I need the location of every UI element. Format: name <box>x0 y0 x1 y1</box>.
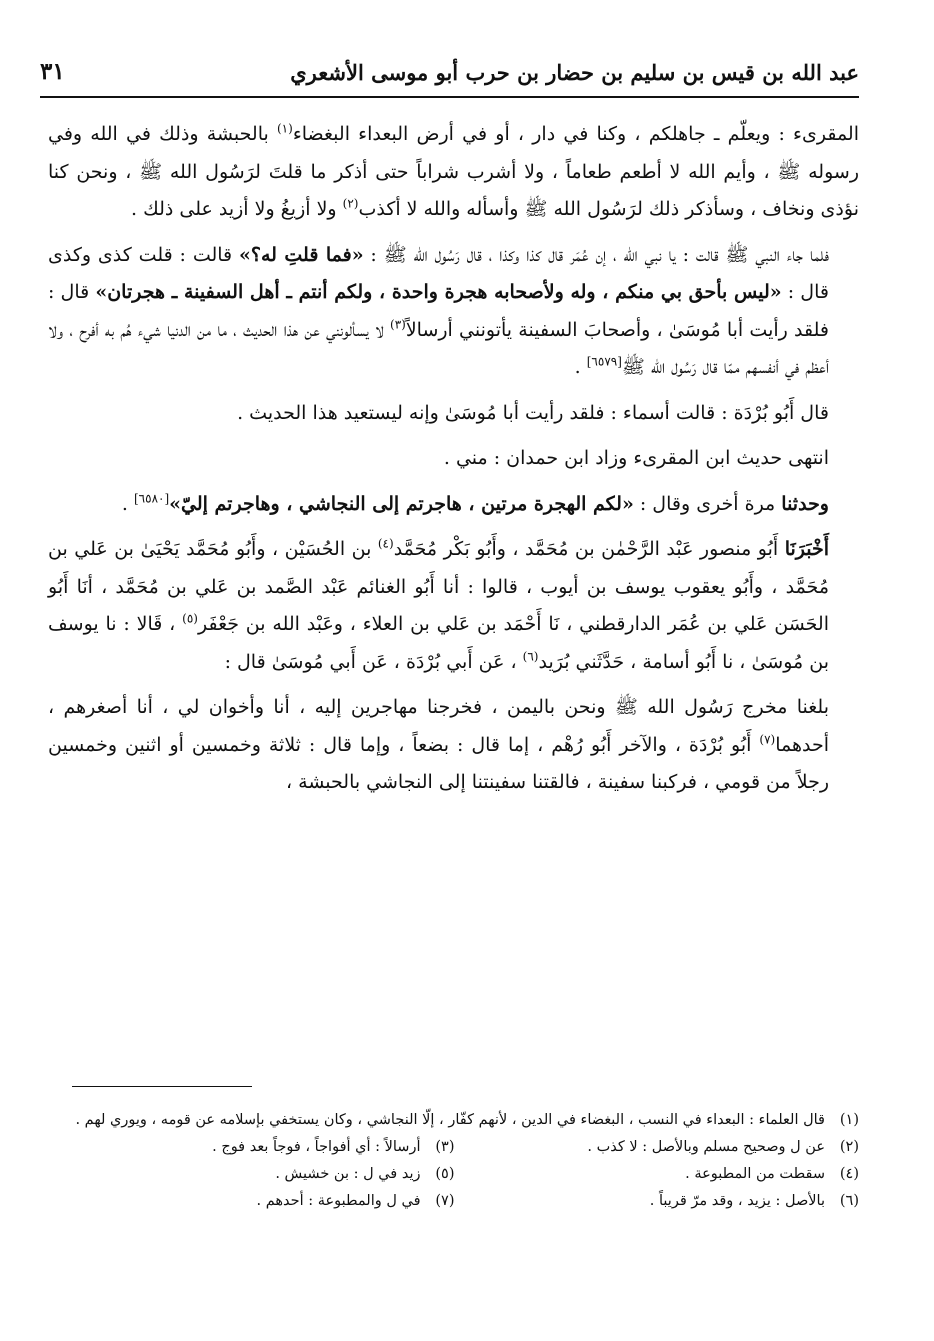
footnote-4 <box>455 1161 860 1188</box>
footnote-3 <box>50 1134 455 1161</box>
quote-bold: «فما قلتِ له؟» <box>239 243 364 266</box>
text-run: ، عَن أَبي بُرْدَة ، عَن أَبي مُوسَىٰ قال : <box>224 650 523 673</box>
footnote-marker: (١) <box>276 121 293 136</box>
text-run: قال : فلقد رأيت أبا مُوسَىٰ ، وأصحابَ السفينة يأتونني أرسالاً <box>48 281 829 341</box>
text-run: بلغنا مخرج رَسُول الله ﷺ ونحن باليمن ، فخرجنا مهاجرين إليه ، أنا وأخوان لي ، أنا أصغرهم ، أحدهما <box>48 696 829 756</box>
text-run: . <box>574 356 587 378</box>
footnote-5 <box>50 1161 455 1188</box>
footnote-rule <box>72 1086 252 1087</box>
footnote-marker: (٣) <box>390 317 406 332</box>
footnote-7 <box>50 1188 455 1215</box>
text-run: قالت : قلت كذى وكذى قال : <box>48 243 829 303</box>
main-text <box>48 116 859 810</box>
footnote-marker: (٤) <box>377 536 394 551</box>
quote-bold: «لكم الهجرة مرتين ، هاجرتم إلى النجاشي ، وهاجرتم إليّ» <box>169 492 634 515</box>
footnote-text: سقطت من المطبوعة . <box>685 1166 825 1182</box>
footnote-marker: (٦) <box>522 649 539 664</box>
lead-word: وحدثنا <box>781 492 829 515</box>
text-run: لا يسألونني عن هذا الحديث ، ما من الدنيا شيء هُم به أفرح ، ولا أعظم في أنفسهم ممّا قال رَسُول الله ﷺ <box>48 318 829 378</box>
footnote-number: (٤) <box>839 1166 859 1182</box>
header-rule <box>40 96 859 98</box>
footnote-number: (٧) <box>435 1193 455 1209</box>
footnote-row <box>50 1134 859 1161</box>
footnote-text: زيد في ل : بن خشيش . <box>275 1166 421 1182</box>
footnote-text: أرسالاً : أي أفواجاً ، فوجاً بعد فوج . <box>212 1139 421 1155</box>
running-header <box>40 56 859 96</box>
text-run: المقرىء : ويعلّم ـ جاهلكم ، وكنا في دار ، أو في أرض البعداء البغضاء <box>292 123 859 145</box>
hadith-number: [٦٥٧٩] <box>586 354 622 369</box>
footnote-row <box>50 1107 859 1134</box>
text-run: أَبُو بُرْدَة ، والآخر أَبُو رُهْم ، إما قال : بضعاً ، وإما قال : ثلاثة وخمسين أو اثنين وخمسين رجلاً من قومي ، فركبنا سفينة ، فالقتنا سفينتنا إلى النجاشي بالحبشة ، <box>48 733 829 793</box>
text-run: . <box>121 492 134 515</box>
footnote-row <box>50 1188 859 1215</box>
text-run: أَبُو منصور عَبْد الرَّحْمٰن بن مُحَمَّد ، وأَبُو بَكْر مُحَمَّد <box>393 538 785 560</box>
quote-bold: «ليس بأحق بي منكم ، وله ولأصحابه هجرة واحدة ، ولكم أنتم ـ أهل السفينة ـ هجرتان» <box>95 281 782 303</box>
footnote-marker: (٢) <box>342 196 359 211</box>
paragraph-3: قال أَبُو بُرْدَة : قالت أسماء : فلقد رأيت أبا مُوسَىٰ وإنه ليستعيد هذا الحديث . <box>237 401 829 424</box>
page-number: ٣١ <box>40 58 65 85</box>
footnote-1 <box>50 1107 859 1134</box>
footnote-number: (٥) <box>435 1166 455 1182</box>
footnote-number: (٢) <box>839 1139 859 1155</box>
text-run: ولا أزيغُ ولا أزيد على ذلك . <box>130 198 343 220</box>
footnote-number: (١) <box>839 1112 859 1128</box>
paragraph-5 <box>48 486 859 524</box>
footnote-text: عن ل وصحيح مسلم وبالأصل : لا كذب . <box>587 1139 825 1155</box>
lead-word: أَخْبَرَنَا <box>784 538 830 560</box>
footnote-text: في ل والمطبوعة : أحدهم . <box>256 1193 421 1209</box>
footnote-row <box>50 1161 859 1188</box>
footnote-text: قال العلماء : البعداء في النسب ، البغضاء في الدين ، لأنهم كفّار ، إلّا النجاشي ، وكان يستخفي بإسلامه عن قومه ، ويوري لهم . <box>75 1112 825 1128</box>
paragraph-1 <box>48 116 859 229</box>
footnote-marker: (٥) <box>182 611 198 626</box>
footnote-marker: (٧) <box>759 732 776 747</box>
footnote-number: (٦) <box>839 1193 859 1209</box>
paragraph-7 <box>48 689 859 802</box>
footnotes <box>50 1107 859 1215</box>
footnote-text: بالأصل : يزيد ، وقد مرّ قريباً . <box>649 1193 825 1209</box>
paragraph-2 <box>48 237 859 387</box>
hadith-number: [٦٥٨٠] <box>133 491 170 506</box>
text-run: بن الحُسَيْن ، وأَبُو مُحَمَّد يَحْيَىٰ بن عَلي بن مُحَمَّد ، وأَبُو يعقوب يوسف بن أيوب ، قالوا : أنا أَبُو الغنائم عَبْد الصَّمد بن عَلي بن مُحَمَّد ، أنَا أَبُو الحَسَن عَلي بن عُمَر الدارقطني ، نَا أَحْمَد بن عَلي بن العلاء ، وعَبْد الله بن جَعْفَر <box>48 538 829 635</box>
footnote-2 <box>455 1134 860 1161</box>
header-title: عبد الله بن قيس بن سليم بن حضار بن حرب أبو موسى الأشعري <box>290 60 859 85</box>
paragraph-4: انتهى حديث ابن المقرىء وزاد ابن حمدان : مني . <box>443 447 829 469</box>
footnote-6 <box>455 1188 860 1215</box>
text-run: بالحبشة وذلك في الله وفي رسوله ﷺ ، وأيم الله لا أطعم طعاماً ، ولا أشرب شراباً حتى أذكر ما قلتَ لرَسُول الله ﷺ ، ونحن كنا نؤذى ونخاف ، وسأذكر ذلك لرَسُول الله ﷺ وأسأله والله لا أكذب <box>48 123 859 220</box>
text-run: ، قَالا : نا يوسف بن مُوسَىٰ ، نا أَبُو أسامة ، حَدَّثَني بُرَيد <box>48 613 829 673</box>
text-run: فلما جاء النبي ﷺ قالت : يا نبي الله ، إن عُمَر قال كذا وكذا ، قال رَسُول الله ﷺ : <box>363 243 829 266</box>
footnote-number: (٣) <box>435 1139 455 1155</box>
text-run: مرة أخرى وقال : <box>633 492 782 515</box>
paragraph-6 <box>48 531 859 681</box>
